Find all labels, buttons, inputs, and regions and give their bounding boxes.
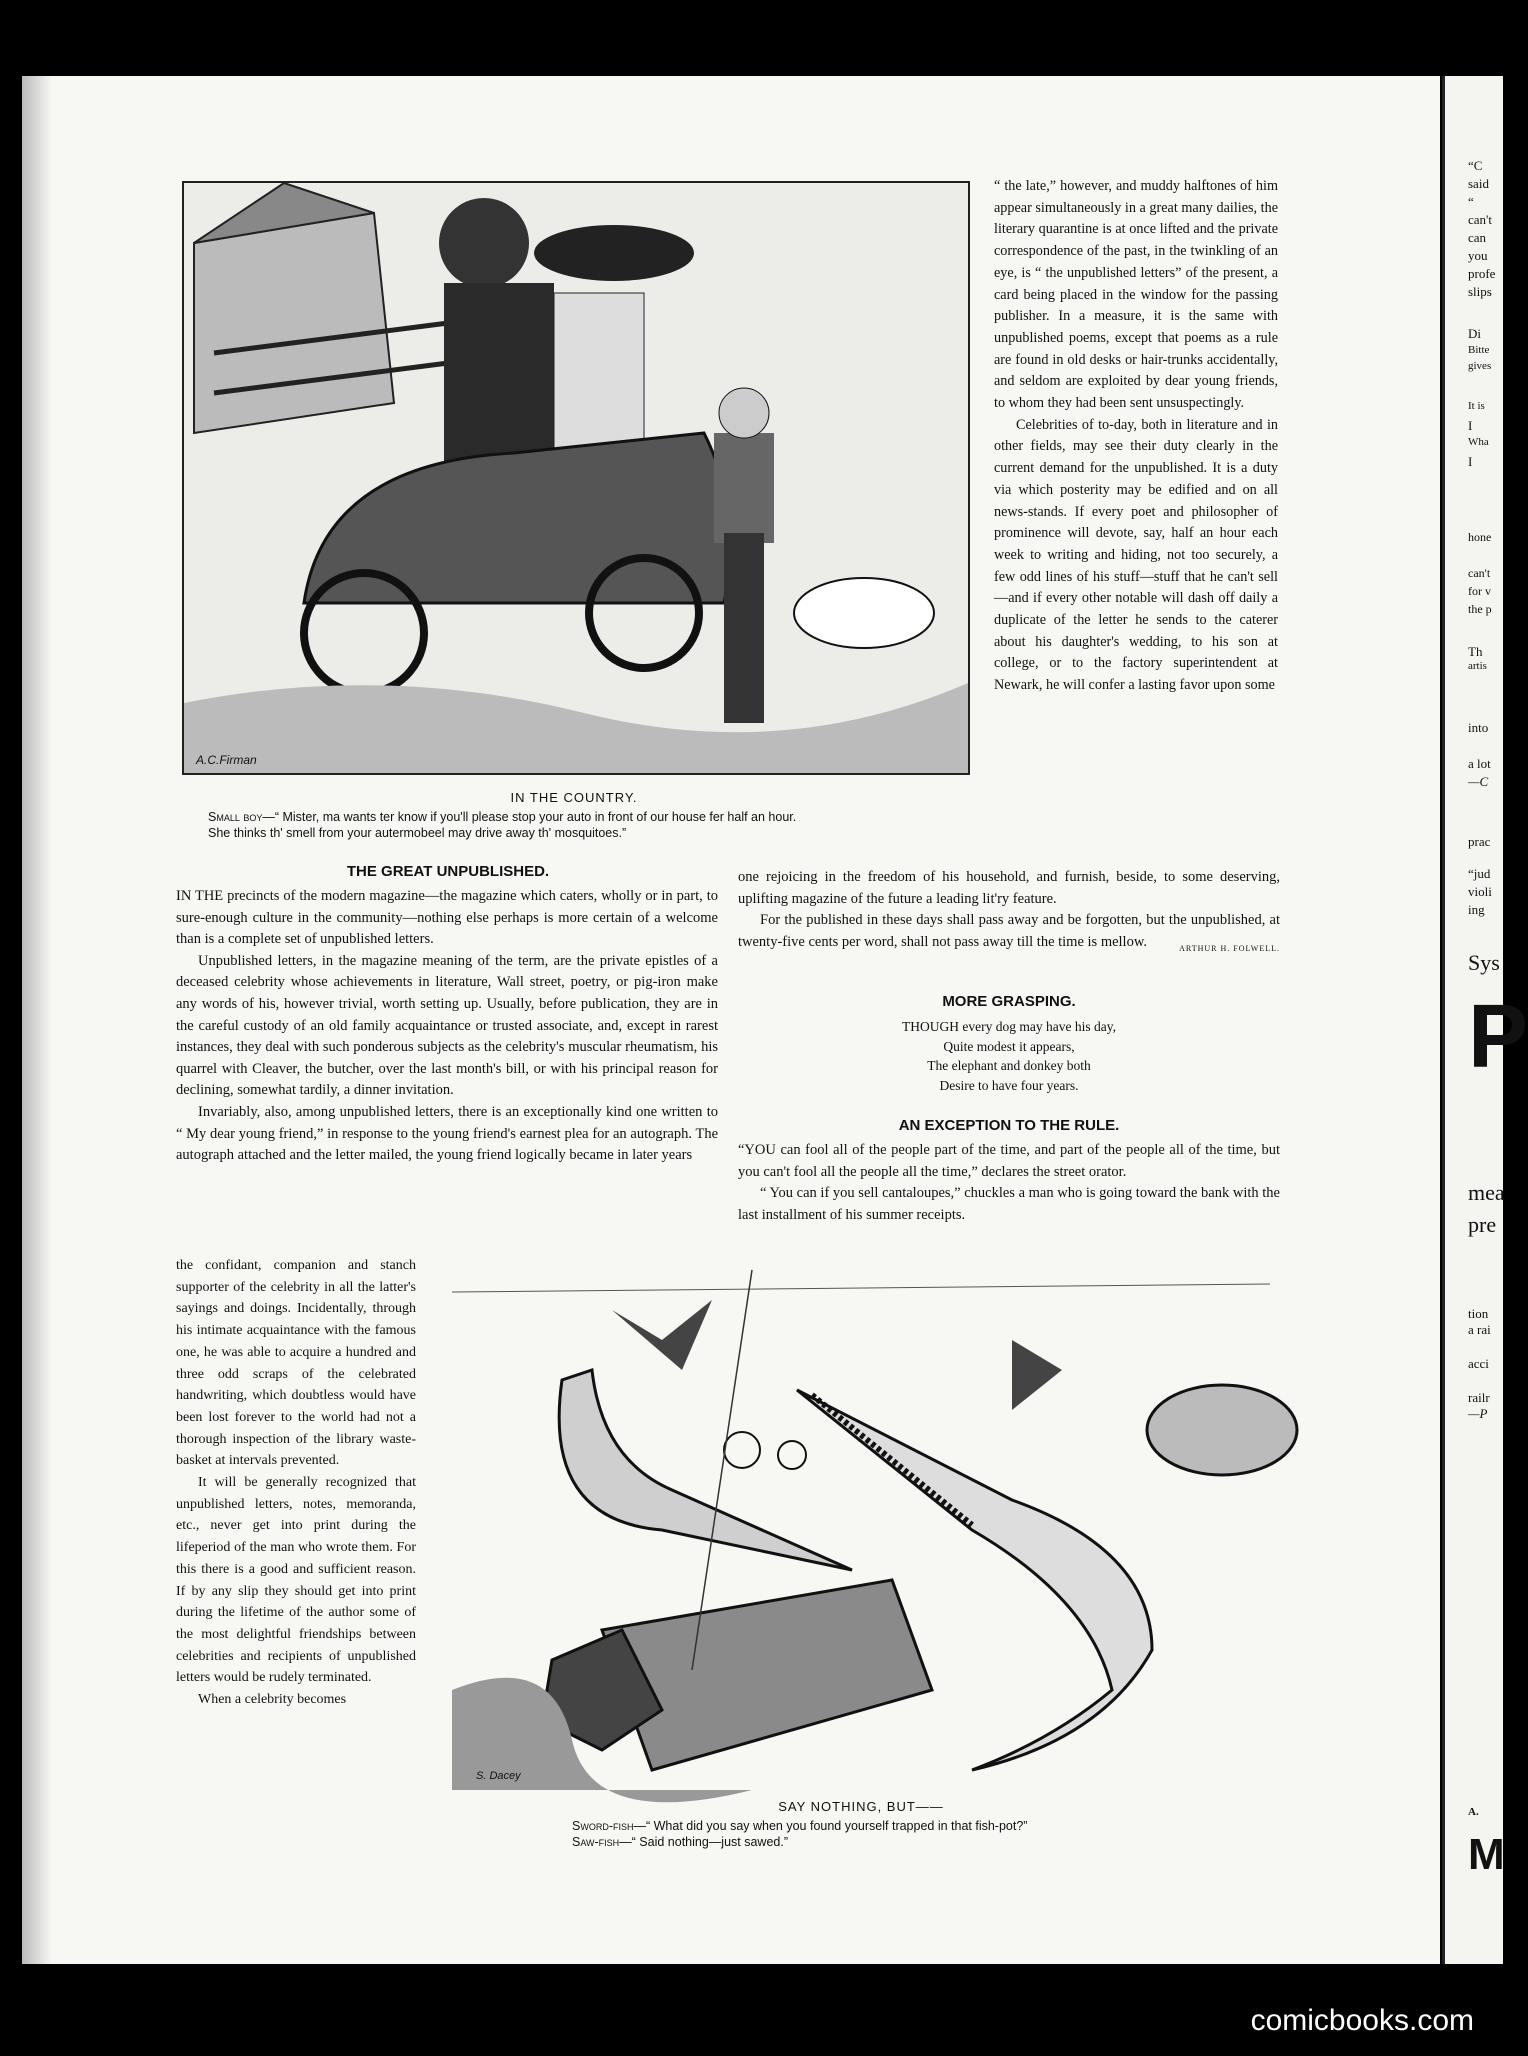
unpublished-paragraph-2: Unpublished letters, in the magazine meaning of the term, are the private epistles of a deceased celebrity whose achievements in literature, Wall street, poetry, or pig-iron make any words of his, however trivial, worth setting up. Usually, before publication, they are in the careful custody of an old family acquaintance or trusted associate, and, except in rarest instances, they deal with such ponderous subjects as the celebrity's muscular rheumatism, his quarrel with Cleaver, the butcher, over the last month's bill, or with his principal reason for declining, somewhat tardily, a dinner invitation.	[176, 952, 718, 1099]
unpublished-paragraph-3: Invariably, also, among unpublished letters, there is an exceptionally kind one written to “ My dear young friend,” in response to the young friend's earnest plea for an autograph. The autograph attached and the letter mailed, the young friend logically became in later years	[176, 1103, 718, 1164]
poem-line-2: Quite modest it appears,	[943, 1038, 1075, 1054]
edge-fragment: —P	[1468, 1406, 1488, 1421]
unpublished-paragraph-1: IN THE precincts of the modern magazine—the magazine which caters, wholly or in part, to sure-enough culture in the community—nothing else perhaps is more certain of a welcome than is a complete set of unpublished letters.	[176, 888, 718, 948]
edge-fragment: It is	[1468, 400, 1485, 412]
grasping-poem	[738, 1017, 1280, 1095]
country-quote-1: —“ Mister, ma wants ter know if you'll please stop your auto in front of our house fer half an hour.	[262, 810, 797, 824]
fish-artist-signature: S. Dacey	[476, 1770, 521, 1782]
edge-fragment: profe	[1468, 266, 1496, 281]
country-speaker: Small boy	[208, 810, 263, 824]
edge-fragment: can't	[1468, 566, 1491, 580]
unpublished-wide-paragraph-2	[738, 910, 1280, 953]
edge-fragment: gives	[1468, 360, 1492, 372]
fish-caption-line1	[572, 1818, 1272, 1834]
country-caption-line2: She thinks th' smell from your autermobeel may drive away th' mosquitoes.”	[208, 826, 627, 840]
edge-fragment: “jud	[1468, 866, 1491, 881]
edge-fragment: a lot	[1468, 756, 1491, 771]
unpublished-col3-paragraph-1: “ the late,” however, and muddy halftones of him appear simultaneously in a great many dailies, the literary quarantine is at once lifted and the private correspondence of the past, in the twinkling of an eye, is “ the unpublished letters” of the present, a card being placed in the window for the passing publisher. In a measure, it is the same with unpublished poems, except that poems as a rule are found in old desks or hair-trunks accidentally, and seldom are exploited by dear young friends, to whom they had been sent unsuspectingly.	[994, 178, 1278, 412]
unpublished-paragraph-4: It will be generally recognized that unpublished letters, notes, memoranda, etc., never get into print during the lifeperiod of the man who wrote them. For this there is a good and sufficient reason. If by any slip they should get into print during the lifetime of the author some of the most delightful friendships between celebrities and recipients of unpublished letters would be rudely terminated.	[176, 1475, 416, 1686]
edge-fragment: mea	[1468, 1180, 1505, 1205]
edge-fragment: artis	[1468, 660, 1487, 672]
poem-line-3: The elephant and donkey both	[927, 1058, 1091, 1073]
unpublished-wide-paragraph-1: one rejoicing in the freedom of his household, and furnish, beside, to some deserving, uplifting magazine of the future a leading lit'ry feature.	[738, 869, 1280, 907]
country-illustration	[182, 181, 970, 775]
edge-fragment: M	[1468, 1830, 1505, 1879]
edge-fragment: I	[1468, 418, 1473, 433]
exception-text	[738, 1140, 1280, 1226]
edge-fragment: ing	[1468, 902, 1485, 917]
edge-fragment: the p	[1468, 602, 1492, 616]
swordfish-speaker: Sword-fish	[572, 1819, 634, 1833]
unpublished-paragraph-3b: the confidant, companion and stanch supporter of the celebrity in all the latter's sayings and doings. Incidentally, through his intimate acquaintance with the famous one, he was able to acquire a hundred and three odd scraps of the celebrated handwriting, which doubtless would have been lost forever to the world had not a thorough inspection of the library waste-basket at intervals prevented.	[176, 1258, 416, 1469]
unpublished-final-text: For the published in these days shall pass away and be forgotten, but the unpublished, at twenty-five cents per word, shall not pass away till the time is mellow.	[738, 912, 1280, 950]
edge-fragment: acci	[1468, 1356, 1489, 1371]
edge-fragment: Th	[1468, 644, 1483, 659]
page-binding-shadow	[22, 76, 52, 1964]
edge-fragment: prac	[1468, 834, 1491, 849]
edge-fragment: can	[1468, 230, 1487, 245]
edge-fragment: “	[1468, 194, 1474, 209]
edge-fragment: slips	[1468, 284, 1492, 299]
edge-fragment: said	[1468, 176, 1489, 191]
sawfish-quote: —“ Said nothing—just sawed.”	[619, 1835, 789, 1849]
edge-fragment: can't	[1468, 212, 1492, 227]
fish-caption-title: SAY NOTHING, BUT——	[778, 1799, 944, 1814]
unpublished-heading: THE GREAT UNPUBLISHED.	[346, 863, 550, 880]
edge-fragment: tion	[1468, 1306, 1489, 1321]
edge-fragment: for v	[1468, 584, 1491, 598]
unpublished-narrow-column	[176, 1255, 416, 1711]
edge-fragment: “C	[1468, 158, 1483, 173]
country-caption-title: IN THE COUNTRY.	[510, 790, 638, 805]
unpublished-right-column	[994, 176, 1278, 697]
edge-fragment: Di	[1468, 326, 1481, 341]
edge-fragment: A.	[1468, 1806, 1479, 1818]
unpublished-col3-paragraph-2: Celebrities of to-day, both in literature and in other fields, may see their duty clearly in the current demand for the unpublished. It is a duty via which posterity may be edified and on all news-stands. If every poet and philosopher of prominence will devote, say, half an hour each week to writing and hiding, not too securely, a few odd lines of his stuff—stuff that he can't sell—and if every other notable will dash off daily a duplicate of the letter he sends to the caterer about his daughter's wedding, to his son at college, or to the factory superintendent at Newark, he will confer a lasting favor upon some	[994, 416, 1278, 694]
edge-fragment: pre	[1468, 1212, 1497, 1237]
fish-illustration	[452, 1270, 1270, 1790]
edge-fragment: Wha	[1468, 436, 1489, 448]
exception-paragraph-2: “ You can if you sell cantaloupes,” chuckles a man who is going toward the bank with the last installment of his summer receipts.	[738, 1185, 1280, 1223]
poem-line-1: THOUGH every dog may have his day,	[902, 1019, 1116, 1034]
edge-fragment: railr	[1468, 1390, 1490, 1405]
sawfish-speaker: Saw-fish	[572, 1835, 620, 1849]
swordfish-quote: —“ What did you say when you found yourself trapped in that fish-pot?”	[633, 1819, 1028, 1833]
poem-line-4: Desire to have four years.	[939, 1077, 1079, 1093]
grasping-heading: MORE GRASPING.	[942, 993, 1076, 1010]
edge-fragment: hone	[1468, 530, 1492, 544]
exception-paragraph-1: “YOU can fool all of the people part of the time, and part of the people all of the time, but you can't fool all the people all the time,” declares the street orator.	[738, 1142, 1280, 1180]
author-signature: ARTHUR H. FOLWELL.	[1179, 943, 1280, 953]
fish-caption-line2	[572, 1834, 1272, 1850]
edge-fragment: P	[1468, 987, 1528, 1087]
country-artist-signature: A.C.Firman	[196, 753, 257, 767]
unpublished-continuation	[738, 867, 1280, 959]
edge-fragment: violi	[1468, 884, 1492, 899]
unpublished-wide-column	[176, 886, 718, 1167]
edge-fragment: I	[1468, 454, 1473, 469]
edge-fragment: Bitte	[1468, 344, 1490, 356]
exception-heading: AN EXCEPTION TO THE RULE.	[898, 1117, 1120, 1134]
country-caption-line1	[208, 809, 1008, 825]
sawfish-drawing	[452, 1270, 1270, 1790]
edge-fragment: —C	[1468, 774, 1489, 789]
edge-fragment: into	[1468, 720, 1489, 735]
unpublished-paragraph-5: When a celebrity becomes	[198, 1692, 347, 1708]
automobile-drawing	[184, 183, 968, 773]
edge-fragment: Sys	[1468, 950, 1500, 975]
watermark-logo: comicbooks.com	[1250, 2004, 1474, 2037]
edge-fragment: a rai	[1468, 1322, 1491, 1337]
edge-fragment: you	[1468, 248, 1488, 263]
